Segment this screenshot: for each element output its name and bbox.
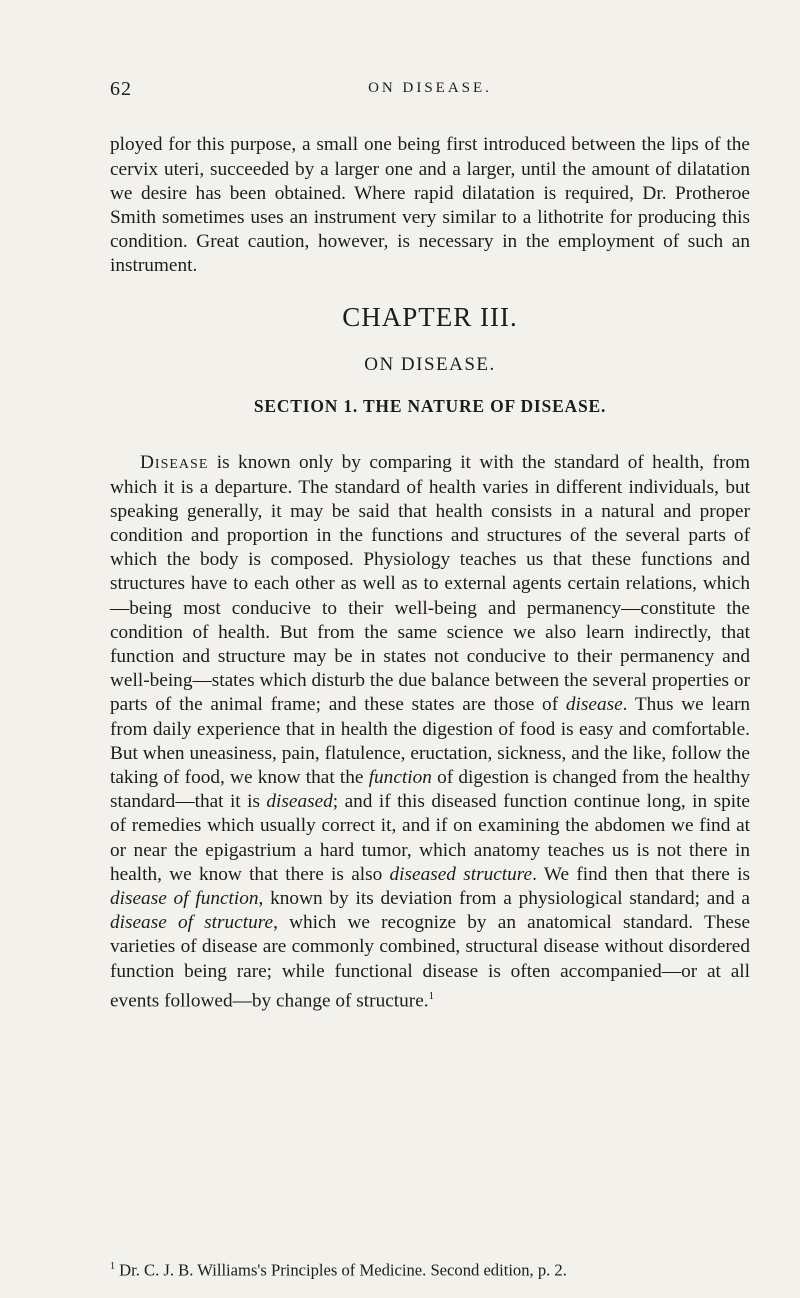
lead-word: Disease [140,452,209,474]
emphasis-text: diseased [266,791,333,813]
paragraph-text: is known only by comparing it with the standard of health, from which it is a departure. The standard of health varies in different individuals, but speaking generally, it may be said that health consists in a natural and proper condition and proportion in the functions and structures of the several parts of which the body is composed. Physiology teaches us that these functions and structures have to each other as well as to external agents certain relations, which—being most conducive to their well-being and permanency—constitute the condition of health. But from the same science we also learn indirectly, that function and structure may be in states not conducive to their permanency and well-being—states which disturb the due balance between the several properties or parts of the animal frame; and these states are those of [110,452,750,716]
emphasis-text: disease of function [110,887,259,909]
section-heading: SECTION 1. THE NATURE OF DISEASE. [253,396,607,416]
emphasis-text: disease [565,694,623,716]
footnote [110,1257,750,1281]
top-paragraph: ployed for this purpose, a small one being first introduced between the lips of the cervix uteri, succeeded by a larger one and a larger, until the amount of dilatation we desire has been obtained. Where rapid dilatation is required, Dr. Protheroe Smith sometimes uses an instrument very similar to a lithotrite for producing this condition. Great caution, however, is necessary in the employment of such an instrument. [110,134,750,277]
paragraph-text: , which we recognize by an anatomical standard. These varieties of disease are commonly combined, structural disease without disordered function being rare; while functional disease is often accompanied—or at all events followed—by change of structure. [110,912,751,1012]
running-head [110,78,750,104]
page-number: 62 [110,78,132,100]
footnote-reference: 1 [428,989,435,1002]
emphasis-text: function [368,766,432,788]
paragraph-text: of digestion is changed from the healthy standard—that it is [110,766,750,813]
emphasis-text: disease of structure [110,912,274,934]
running-head-title: ON DISEASE. [368,80,492,96]
paragraph-text: . We find then that there is [532,863,750,885]
chapter-title: CHAPTER III. [342,302,518,332]
footnote-mark: 1 [110,1261,115,1272]
paragraph-text: ; and if this diseased function continue long, in spite of remedies which usually correct it, and if on examining the abdomen we find at or near the epigastrium a hard tumor, which anatomy teaches us is not there in health, we know that there is also [110,791,750,885]
paragraph-text: , known by its deviation from a physiological standard; and a [258,887,750,909]
footnote-text: Dr. C. J. B. Williams's Principles of Medicine. Second edition, p. 2. [119,1260,567,1280]
main-paragraph [110,451,750,1013]
emphasis-text: diseased structure [389,863,533,885]
paragraph-text: . Thus we learn from daily experience that in health the digestion of food is easy and comfortable. But when uneasiness, pain, flatulence, eructation, sickness, and the like, follow the taking of food, we know that the [110,694,751,788]
chapter-subtitle: ON DISEASE. [364,354,496,375]
